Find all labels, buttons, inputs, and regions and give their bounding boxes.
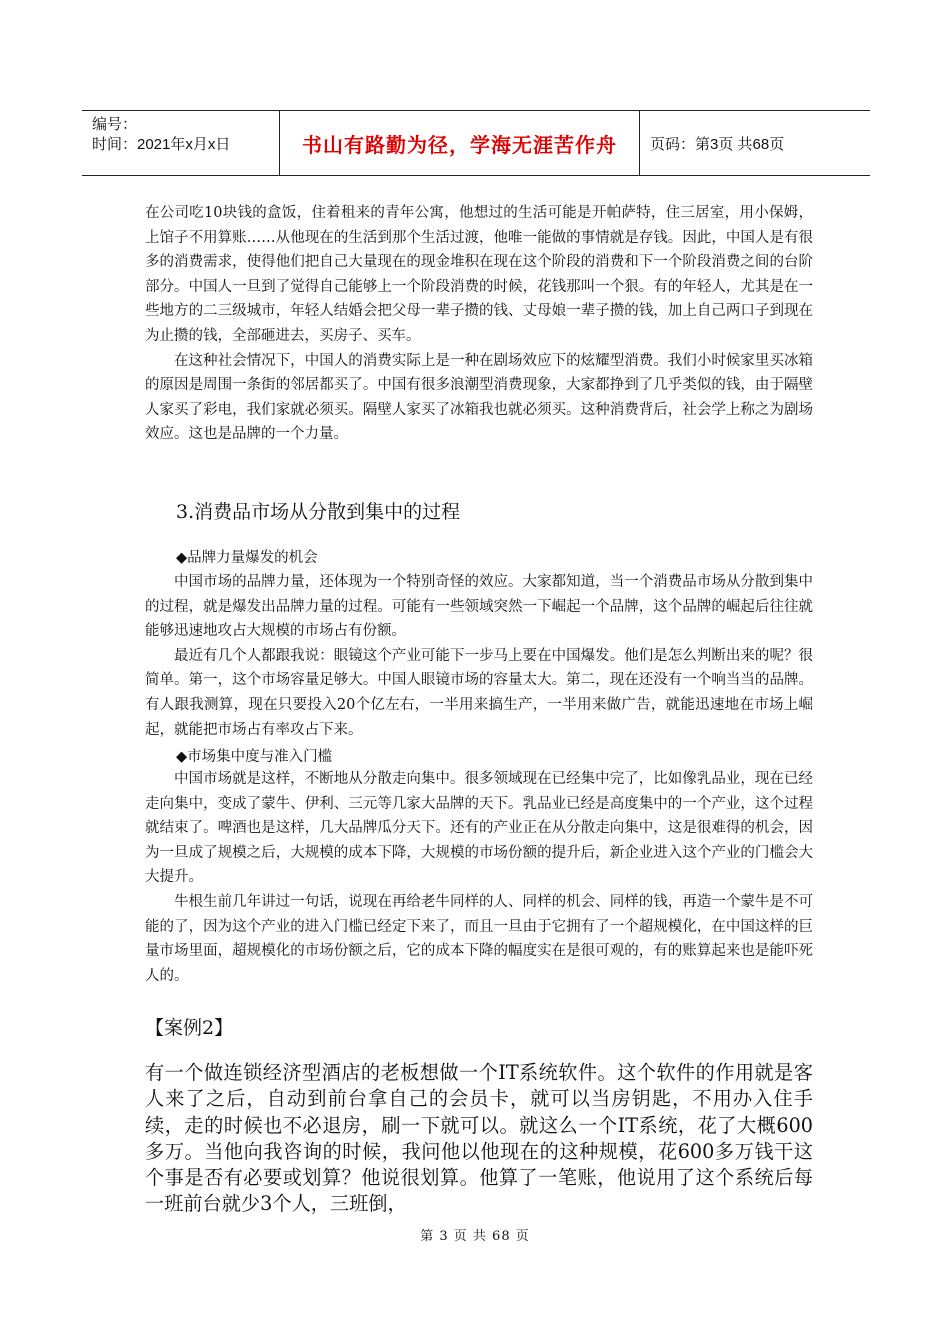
- header-motto: 书山有路勤为径，学海无涯苦作舟: [302, 132, 617, 157]
- bullet-heading: ◆市场集中度与准入门槛: [176, 749, 333, 765]
- paragraph: 最近有几个人都跟我说：眼镜这个产业可能下一步马上要在中国爆发。他们是怎么判断出来的呢？很简单。第一，这个市场容量足够大。中国人眼镜市场的容量太大。第二，现在还没有一个响当当的品牌。有人跟我测算，现在只要投入20个亿左右，一半用来搞生产，一半用来做广告，就能迅速地在市场上崛起，就能把市场占有率攻占下来。: [145, 647, 813, 738]
- page-header: [82, 110, 870, 176]
- page-footer: 第 3 页 共 68 页: [420, 1229, 530, 1244]
- doc-time-label: 时间：2021年x月x日: [92, 136, 231, 153]
- section-heading: 3.消费品市场从分散到集中的过程: [176, 501, 461, 523]
- paragraph: 中国市场就是这样，不断地从分散走向集中。很多领域现在已经集中完了，比如像乳品业，现在已经走向集中，变成了蒙牛、伊利、三元等几家大品牌的天下。乳品业已经是高度集中的一个产业，这个过程就结束了。啤酒也是这样，几大品牌瓜分天下。还有的产业正在从分散走向集中，这是很难得的机会，因为一旦成了规模之后，大规模的成本下降，大规模的市场份额的提升后，新企业进入这个产业的门槛会大大提升。: [145, 771, 813, 886]
- section2-part1: [145, 570, 813, 742]
- bullet-heading: ◆品牌力量爆发的机会: [176, 550, 318, 566]
- paragraph: 在公司吃10块钱的盒饭，住着租来的青年公寓，他想过的生活可能是开帕萨特，住三居室，用小保姆，上馆子不用算账……从他现在的生活到那个生活过渡，他唯一能做的事情就是存钱。因此，中国人是有很多的消费需求，使得他们把自己大量现在的现金堆积在现在这个阶段的消费和下一个阶段消费之间的台阶部分。中国人一旦到了觉得自己能够上一个阶段消费的时候，花钱那叫一个狠。有的年轻人，尤其是在一些地方的二三级城市，年轻人结婚会把父母一辈子攒的钱、丈母娘一辈子攒的钱，加上自己两口子到现在为止攒的钱，全部砸进去，买房子、买车。: [145, 205, 813, 344]
- doc-id-label: 编号：: [92, 116, 138, 133]
- paragraph: 中国市场的品牌力量，还体现为一个特别奇怪的效应。大家都知道，当一个消费品市场从分散到集中的过程，就是爆发出品牌力量的过程。可能有一些领域突然一下崛起一个品牌，这个品牌的崛起后往往就能够迅速地攻占大规模的市场占有份额。: [145, 574, 813, 640]
- header-page-cell: [640, 111, 870, 175]
- case-title: 【案例2】: [145, 1017, 234, 1039]
- case-text: 有一个做连锁经济型酒店的老板想做一个IT系统软件。这个软件的作用就是客人来了之后，自动到前台拿自己的会员卡，就可以当房钥匙，不用办入住手续，走的时候也不必退房，刷一下就可以。就这么一个IT系统，花了大概600多万。当他向我咨询的时候，我问他以他现在的这种规模，花600多万钱干这个事是否有必要或划算？他说很划算。他算了一笔账，他说用了这个系统后每一班前台就少3个人，三班倒，: [145, 1061, 813, 1216]
- case-body: [145, 1060, 813, 1218]
- section1-body: [145, 201, 813, 447]
- header-page-info: 页码：第3页 共68页: [650, 135, 785, 153]
- section2-part2: [145, 767, 813, 988]
- header-motto-cell: [280, 111, 640, 175]
- header-meta-cell: [82, 111, 280, 175]
- paragraph: 在这种社会情况下，中国人的消费实际上是一种在剧场效应下的炫耀型消费。我们小时候家里买冰箱的原因是周围一条街的邻居都买了。中国有很多浪潮型消费现象，大家都挣到了几乎类似的钱，由于隔壁人家买了彩电，我们家就必须买。隔壁人家买了冰箱我也就必须买。这种消费背后，社会学上称之为剧场效应。这也是品牌的一个力量。: [145, 352, 813, 443]
- paragraph: 牛根生前几年讲过一句话，说现在再给老牛同样的人、同样的机会、同样的钱，再造一个蒙牛是不可能的了，因为这个产业的进入门槛已经定下来了，而且一旦由于它拥有了一个超规模化，在中国这样的巨量市场里面，超规模化的市场份额之后，它的成本下降的幅度实在是很可观的，有的账算起来也是能吓死人的。: [145, 893, 813, 984]
